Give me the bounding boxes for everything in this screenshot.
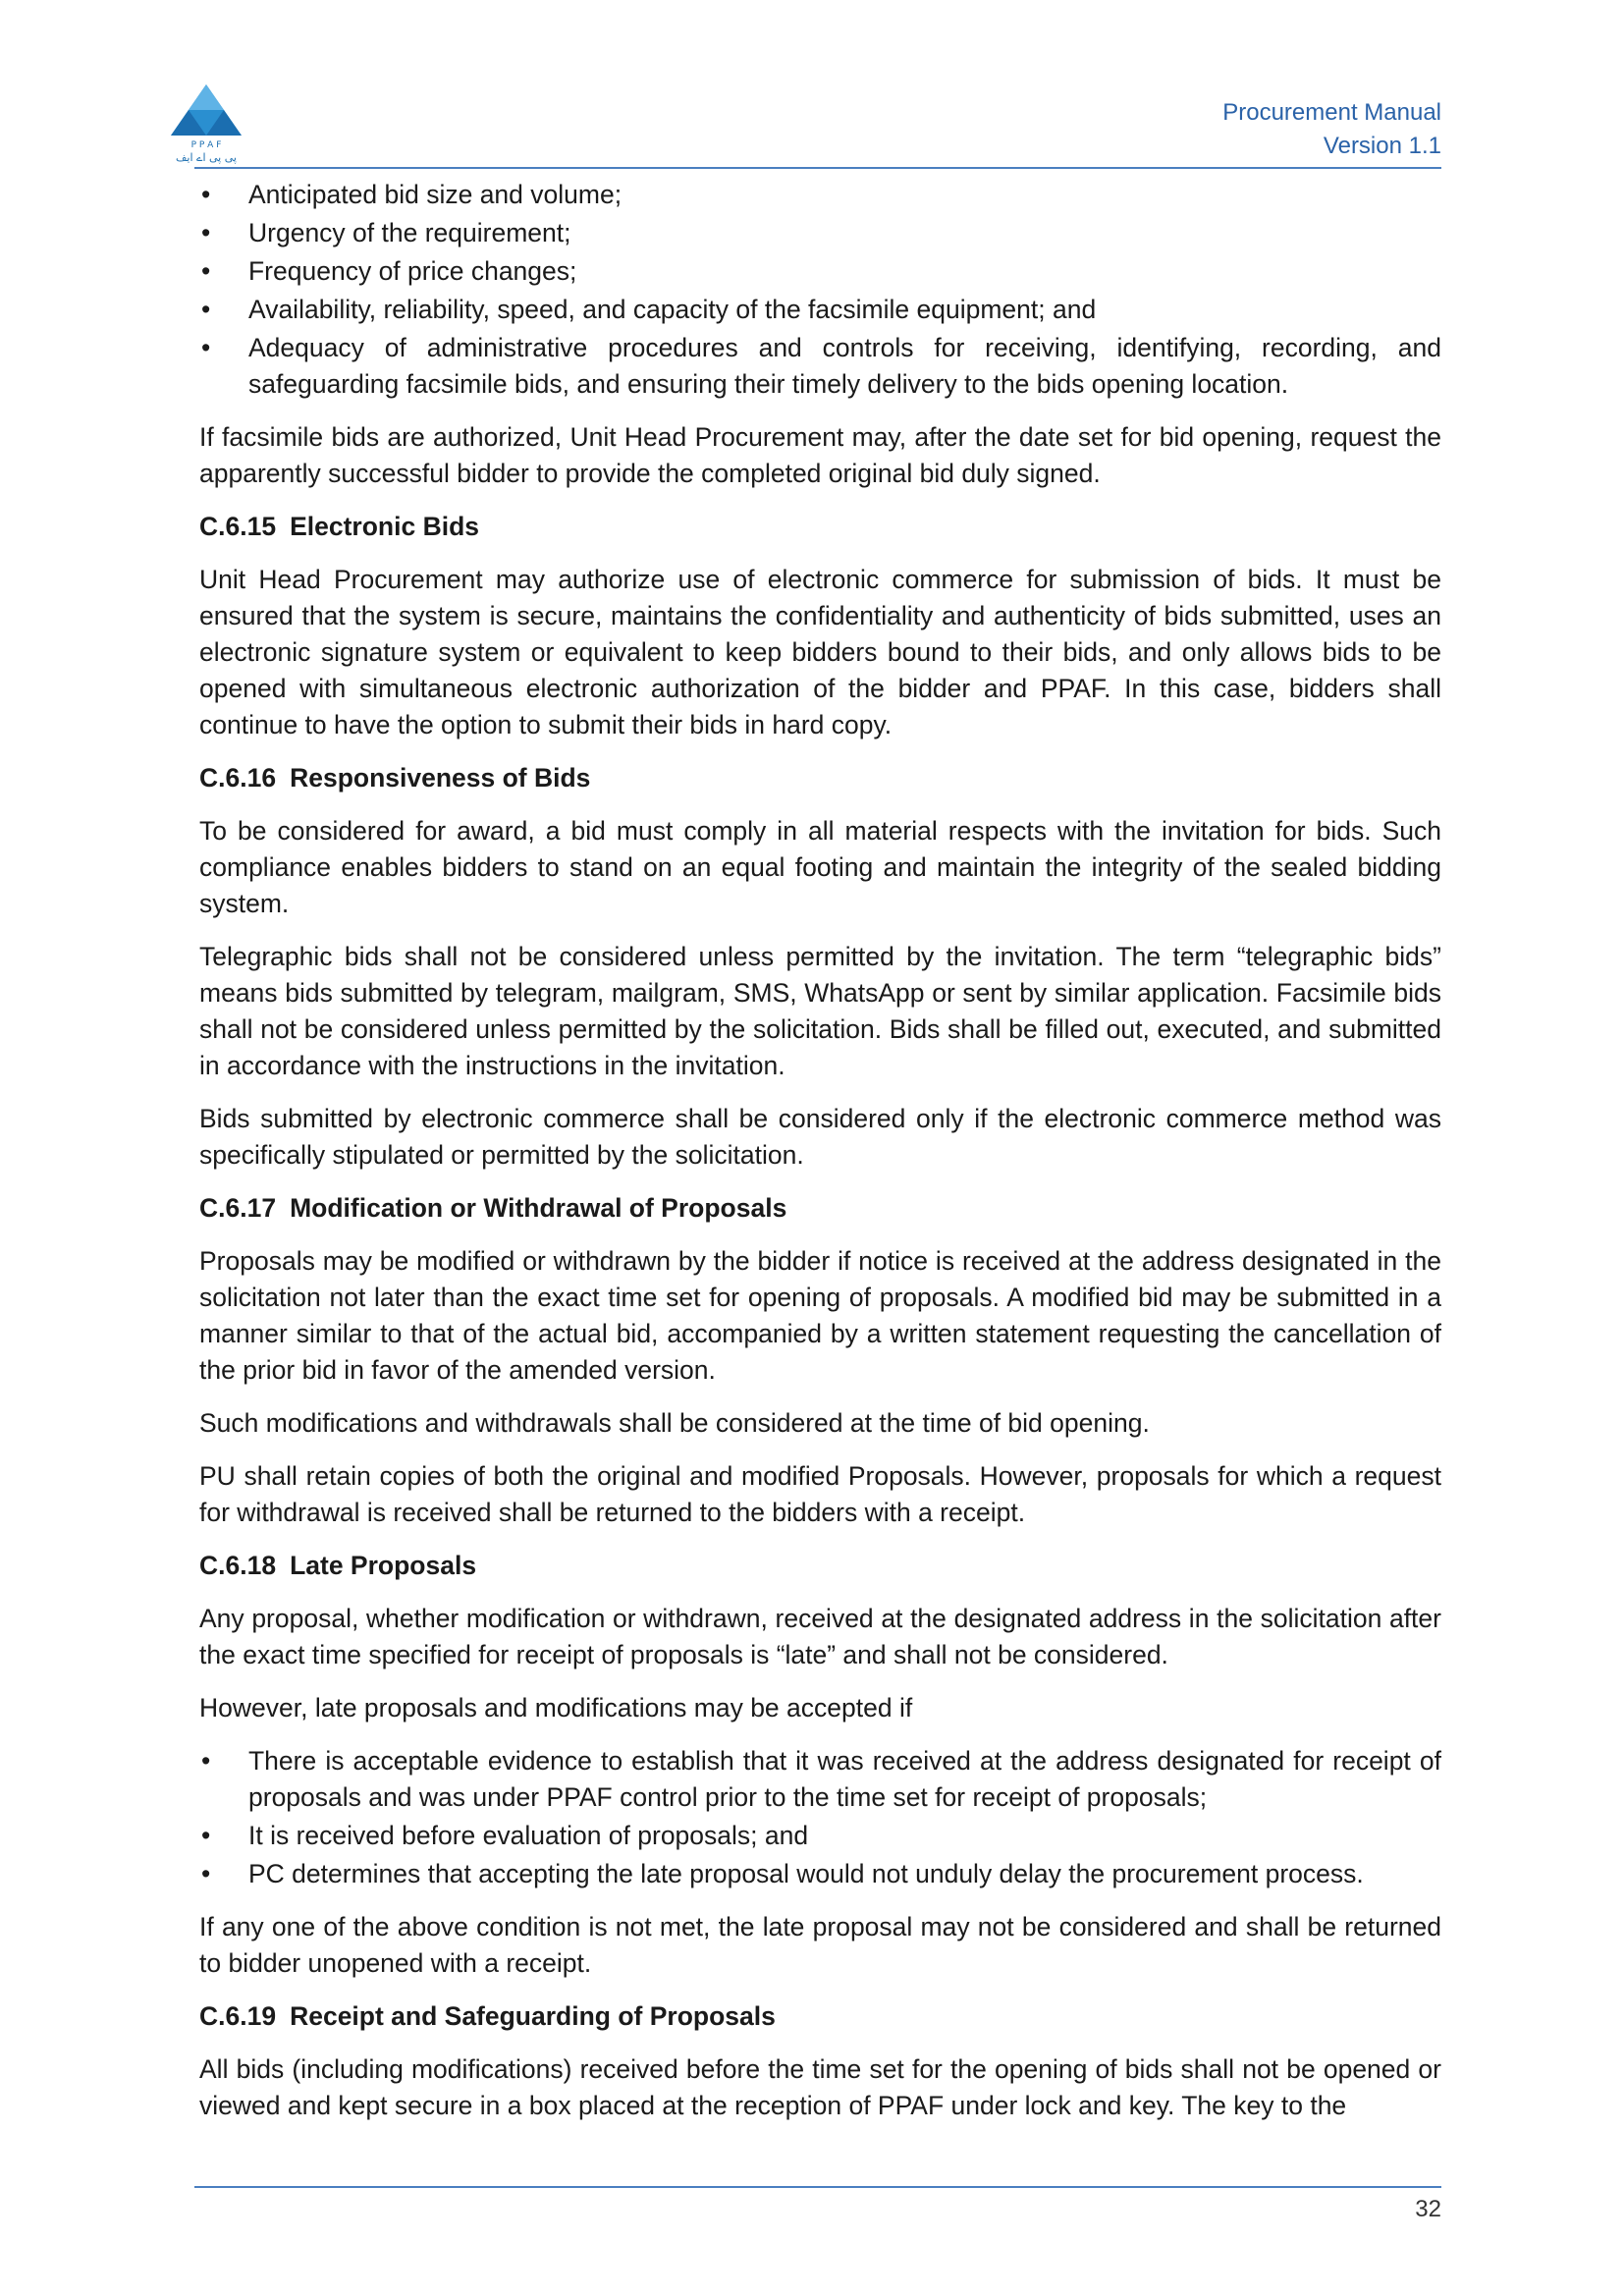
paragraph: All bids (including modifications) received before the time set for the opening of bids shall not be opened or viewed and kept secure in a box placed at the reception of PPAF under lock and key. The key to the: [199, 2054, 1441, 2120]
section-title: Receipt and Safeguarding of Proposals: [290, 2001, 776, 2031]
document-header: [1222, 96, 1441, 163]
section-number: C.6.15: [199, 512, 277, 541]
section-title: Modification or Withdrawal of Proposals: [290, 1193, 787, 1223]
section-heading: [199, 509, 1441, 545]
bullet-list: [199, 1743, 1441, 1892]
list-item: • PC determines that accepting the late proposal would not unduly delay the procurement process.: [199, 1856, 1441, 1892]
paragraph: However, late proposals and modifications may be accepted if: [199, 1693, 913, 1722]
paragraph: Such modifications and withdrawals shall be considered at the time of bid opening.: [199, 1408, 1150, 1438]
paragraph: If any one of the above condition is not met, the late proposal may not be considered and shall be returned to bidder unopened with a receipt.: [199, 1912, 1441, 1978]
paragraph: Proposals may be modified or withdrawn by the bidder if notice is received at the address designated in the solicitation not later than the exact time set for opening of proposals. A modified bid may be submitted in a manner similar to that of the actual bid, accompanied by a written statement requesting the cancellation of the prior bid in favor of the amended version.: [199, 1246, 1441, 1385]
list-item: • Urgency of the requirement;: [199, 215, 1441, 251]
section-heading: [199, 1190, 1441, 1227]
section-number: C.6.16: [199, 763, 277, 793]
page-number: 32: [1415, 2196, 1441, 2222]
section-title: Late Proposals: [290, 1551, 477, 1580]
list-item: • Frequency of price changes;: [199, 253, 1441, 290]
document-title: Procurement Manual: [1222, 99, 1441, 126]
bullet-list: [199, 177, 1441, 403]
section-heading: [199, 760, 1441, 796]
svg-text:پی پی اے ایف: پی پی اے ایف: [176, 151, 237, 164]
paragraph: Any proposal, whether modification or withdrawn, received at the designated address in the solicitation after the exact time specified for receipt of proposals is “late” and shall not be considered.: [199, 1604, 1441, 1669]
list-item: • Adequacy of administrative procedures and controls for receiving, identifying, recording, and safeguarding facsimile bids, and ensuring their timely delivery to the bids opening location.: [199, 330, 1441, 403]
section-title: Responsiveness of Bids: [290, 763, 591, 793]
footer-rule: [194, 2186, 1441, 2188]
list-item: • Anticipated bid size and volume;: [199, 177, 1441, 213]
paragraph: Unit Head Procurement may authorize use of electronic commerce for submission of bids. It must be ensured that the system is secure, maintains the confidentiality and authenticity of bids submitted, uses an electronic signature system or equivalent to keep bidders bound to their bids, and only allows bids to be opened with simultaneous electronic authorization of the bidder and PPAF. In this case, bidders shall continue to have the option to submit their bids in hard copy.: [199, 565, 1441, 739]
list-item: • It is received before evaluation of proposals; and: [199, 1818, 1441, 1854]
section-number: C.6.17: [199, 1193, 277, 1223]
page-header: [0, 0, 1624, 172]
paragraph: Telegraphic bids shall not be considered unless permitted by the invitation. The term “telegraphic bids” means bids submitted by telegram, mailgram, SMS, WhatsApp or sent by similar application. Facsimile bids shall not be considered unless permitted by the solicitation. Bids shall be filled out, executed, and submitted in accordance with the instructions in the invitation.: [199, 942, 1441, 1080]
section-heading: [199, 1998, 1441, 2035]
section-title: Electronic Bids: [290, 512, 479, 541]
paragraph: PU shall retain copies of both the original and modified Proposals. However, proposals for which a request for withdrawal is received shall be returned to the bidders with a receipt.: [199, 1461, 1441, 1527]
page-body: [199, 177, 1441, 2141]
header-rule: [194, 167, 1441, 169]
list-item: • Availability, reliability, speed, and capacity of the facsimile equipment; and: [199, 292, 1441, 328]
document-version: Version 1.1: [1323, 133, 1441, 159]
list-item: • There is acceptable evidence to establish that it was received at the address designated for receipt of proposals and was under PPAF control prior to the time set for receipt of proposals;: [199, 1743, 1441, 1816]
section-number: C.6.18: [199, 1551, 277, 1580]
paragraph: To be considered for award, a bid must comply in all material respects with the invitation for bids. Such compliance enables bidders to stand on an equal footing and maintain the integrity of the sealed bidding system.: [199, 816, 1441, 918]
svg-text:P P A F: P P A F: [190, 140, 222, 150]
ppaf-logo-icon: [165, 81, 247, 165]
section-heading: [199, 1548, 1441, 1584]
paragraph: If facsimile bids are authorized, Unit Head Procurement may, after the date set for bid opening, request the apparently successful bidder to provide the completed original bid duly signed.: [199, 422, 1441, 488]
paragraph: Bids submitted by electronic commerce shall be considered only if the electronic commerce method was specifically stipulated or permitted by the solicitation.: [199, 1104, 1441, 1170]
section-number: C.6.19: [199, 2001, 277, 2031]
